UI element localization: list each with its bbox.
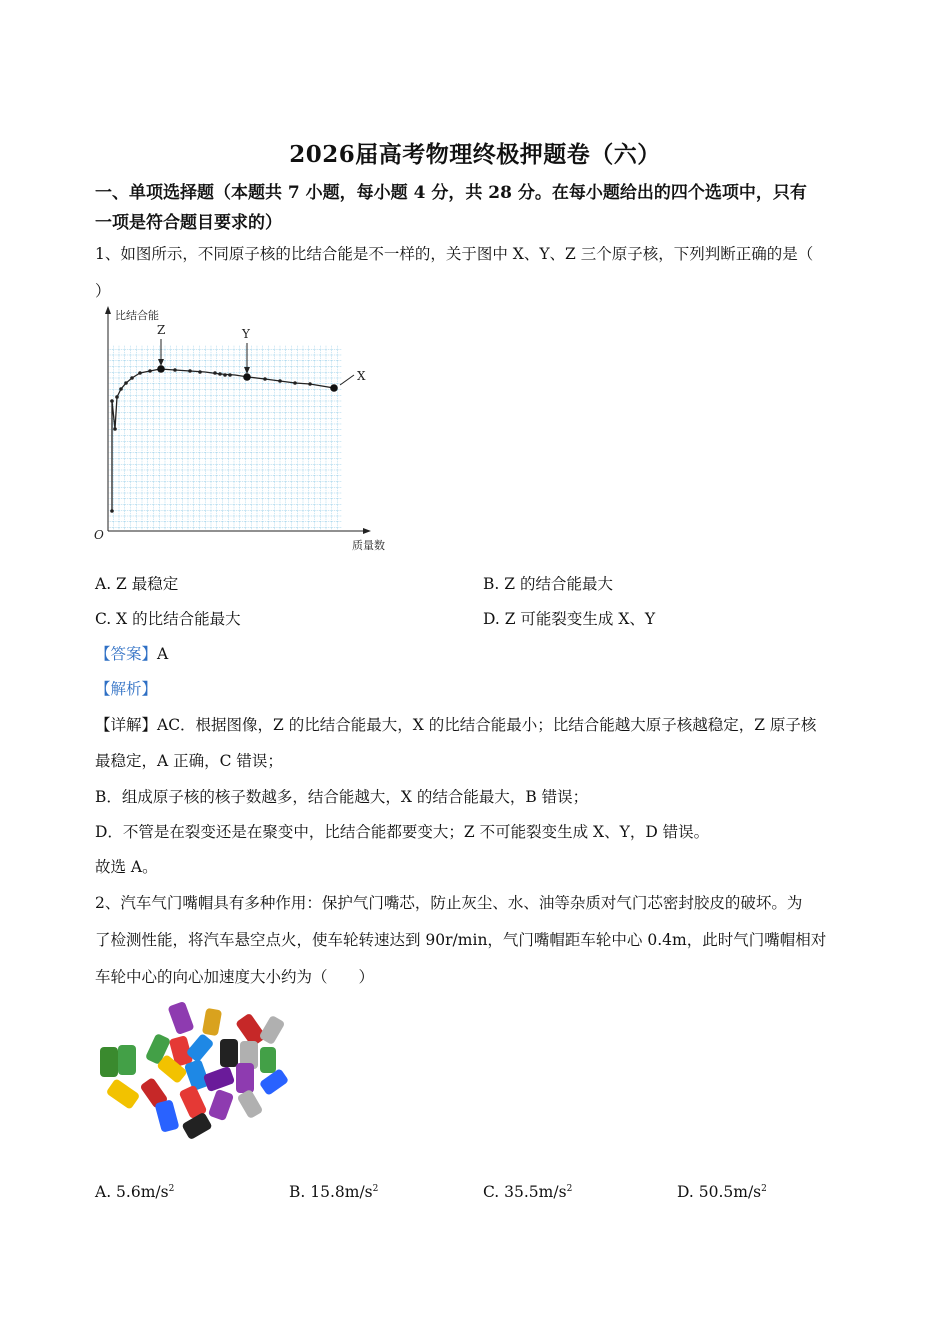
answer-value: A — [157, 645, 169, 663]
q1-stem-line-1: 1、如图所示，不同原子核的比结合能是不一样的，关于图中 X、Y、Z 三个原子核，下列判断正确的是（ — [95, 245, 814, 263]
section-heading-line-2: 一项是符合题目要求的） — [95, 213, 282, 233]
analysis-tag: 【解析】 — [95, 680, 158, 698]
x-axis-label: 质量数 — [352, 539, 385, 552]
q1-option-b[interactable]: B. Z 的结合能最大 — [483, 575, 613, 593]
q2-stem-line-1: 2、汽车气门嘴帽具有多种作用：保护气门嘴芯，防止灰尘、水、油等杂质对气门芯密封胶皮的破坏。为 — [95, 894, 803, 912]
q1-option-a[interactable]: A. Z 最稳定 — [95, 575, 179, 593]
x-pointer — [340, 375, 354, 385]
valve-cap-group — [100, 1001, 289, 1140]
q1-detail-line-2: 最稳定，A 正确，C 错误； — [95, 752, 283, 770]
q2-option-d[interactable]: D. $50.5m/s^2$ — [677, 1183, 767, 1201]
q2-option-b[interactable]: B. $15.8m/s^2$ — [289, 1183, 379, 1201]
page-title: 2026届高考物理终极押题卷（六） — [289, 141, 661, 168]
q2-option-a[interactable]: A. $5.6m/s^2$ — [95, 1183, 175, 1201]
q1-detail-line-3: B．组成原子核的核子数越多，结合能越大，X 的结合能最大，B 错误； — [95, 788, 589, 806]
q1-answer-line — [95, 642, 870, 664]
x-axis-arrow-icon — [363, 528, 371, 534]
section-heading — [95, 178, 865, 238]
point-z — [157, 365, 165, 373]
q1-option-c[interactable]: C. X 的比结合能最大 — [95, 610, 241, 628]
q2-option-c[interactable]: C. $35.5m/s^2$ — [483, 1183, 573, 1201]
y-label: Y — [242, 327, 250, 341]
origin-label: O — [94, 528, 104, 542]
y-axis-arrow-icon — [105, 306, 111, 314]
point-y — [243, 373, 251, 381]
q1-detail-line-1: 【详解】AC．根据图像，Z 的比结合能最大，X 的比结合能最小；比结合能越大原子核越稳定，Z 原子核 — [95, 716, 817, 734]
q2-stem-line-3: 车轮中心的向心加速度大小约为（ ） — [95, 968, 375, 986]
q1-detail-line-4: D．不管是在裂变还是在聚变中，比结合能都要变大；Z 不可能裂变生成 X、Y，D 错误。 — [95, 823, 710, 841]
y-axis-label: 比结合能 — [115, 309, 159, 322]
x-label: X — [357, 369, 366, 383]
q1-conclusion: 故选 A。 — [95, 858, 158, 876]
q1-option-d[interactable]: D. Z 可能裂变生成 X、Y — [483, 610, 656, 628]
binding-energy-figure — [90, 303, 400, 553]
answer-tag: 【答案】 — [95, 645, 158, 663]
q1-stem-line-2: ） — [95, 282, 111, 300]
section-heading-line-1: 一、单项选择题（本题共 7 小题，每小题 4 分，共 28 分。在每小题给出的四个选项中，只有 — [95, 183, 807, 203]
valve-caps-photo — [92, 995, 302, 1145]
point-x — [330, 384, 338, 392]
z-label: Z — [157, 323, 166, 337]
q2-stem-line-2: 了检测性能，将汽车悬空点火，使车轮转速达到 90r/min，气门嘴帽距车轮中心 0.4m，此时气门嘴帽相对 — [95, 931, 827, 949]
